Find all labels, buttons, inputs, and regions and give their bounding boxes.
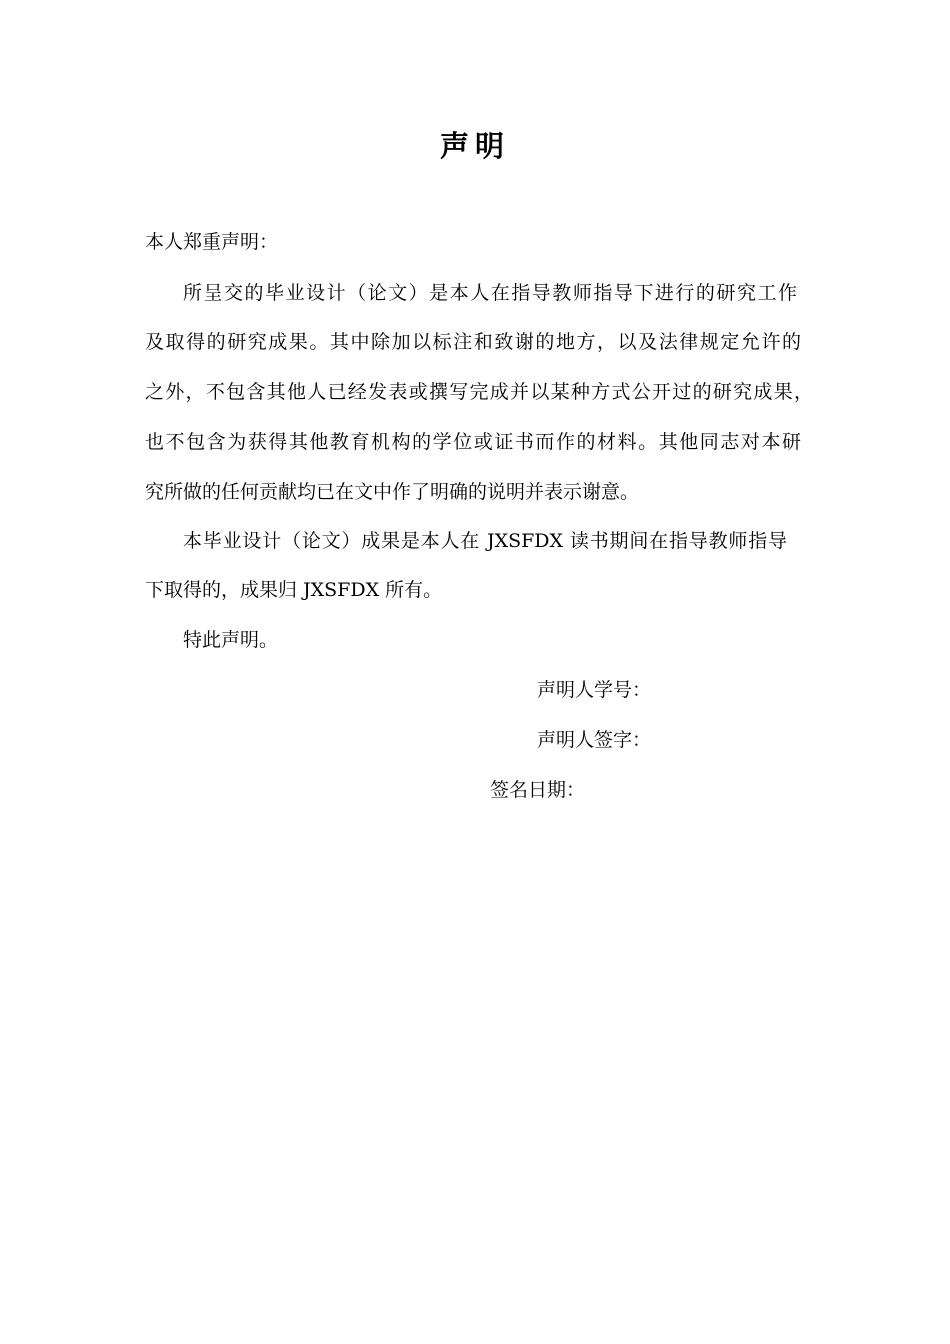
signature-date-label: 签名日期： — [490, 779, 586, 801]
student-id-label: 声明人学号： — [537, 679, 652, 701]
signature-label: 声明人签字： — [537, 729, 652, 751]
paragraph-1-line: 之外，不包含其他人已经发表或撰写完成并以某种方式公开过的研究成果， — [145, 381, 813, 403]
paragraph-1-line: 也不包含为获得其他教育机构的学位或证书而作的材料。其他同志对本研 — [145, 431, 801, 453]
paragraph-1-line: 所呈交的毕业设计（论文）是本人在指导教师指导下进行的研究工作 — [183, 282, 797, 304]
closing-statement: 特此声明。 — [183, 629, 279, 651]
paragraph-1-line: 及取得的研究成果。其中除加以标注和致谢的地方，以及法律规定允许的 — [145, 331, 801, 353]
greeting: 本人郑重声明： — [145, 231, 279, 253]
paragraph-1-line: 究所做的任何贡献均已在文中作了明确的说明并表示谢意。 — [145, 481, 640, 503]
paragraph-2-line: 本毕业设计（论文）成果是本人在 JXSFDX 读书期间在指导教师指导 — [183, 530, 787, 552]
page-title: 声明 — [439, 129, 510, 163]
paragraph-2-line: 下取得的，成果归 JXSFDX 所有。 — [145, 579, 443, 601]
